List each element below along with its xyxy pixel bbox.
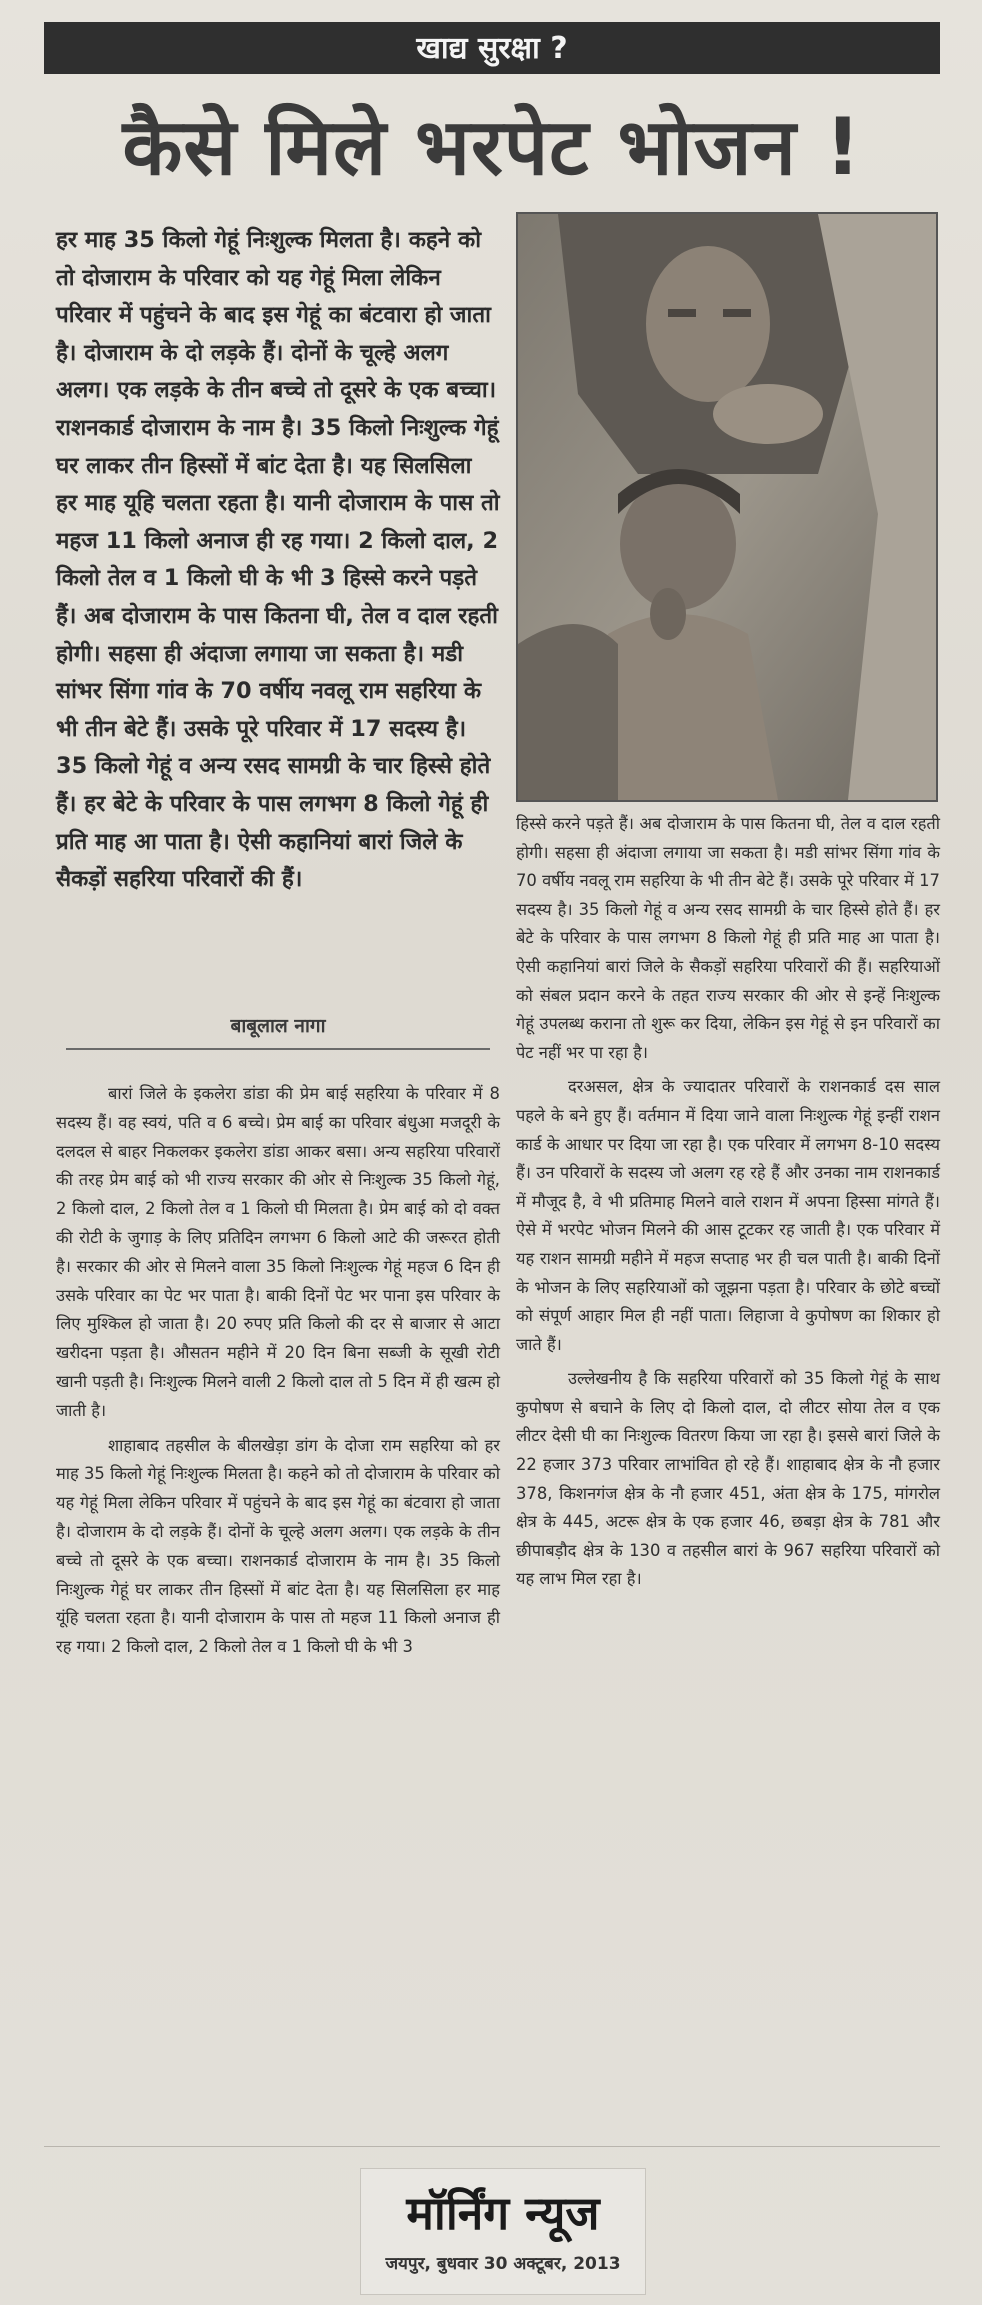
- lead-paragraph: हर माह 35 किलो गेहूं निःशुल्क मिलता है। कहने को तो दोजाराम के परिवार को यह गेहूं मिला लेकिन परिवार में पहुंचने के बाद इस गेहूं का बंटवारा हो जाता है। दोजाराम के दो लड़के हैं। दोनों के चूल्हे अलग अलग। एक लड़के के तीन बच्चे तो दूसरे के एक बच्चा। राशनकार्ड दोजाराम के नाम है। 35 किलो निःशुल्क गेहूं घर लाकर तीन हिस्सों में बांट देता है। यह सिलसिला हर माह यूहि चलता रहता है। यानी दोजाराम के पास तो महज 11 किलो अनाज ही रह गया। 2 किलो दाल, 2 किलो तेल व 1 किलो घी के भी 3 हिस्से करने पड़ते हैं। अब दोजाराम के पास कितना घी, तेल व दाल रहती होगी। सहसा ही अंदाजा लगाया जा सकता है। मडी सांभर सिंगा गांव के 70 वर्षीय नवलू राम सहरिया के भी तीन बेटे हैं। उसके पूरे परिवार में 17 सदस्य है। 35 किलो गेहूं व अन्य रसद सामग्री के चार हिस्से होते हैं। हर बेटे के परिवार के पास लगभग 8 किलो गेहूं ही प्रति माह आ पाता है। ऐसी कहानियां बारां जिले के सैकड़ों सहरिया परिवारों की हैं।: [56, 227, 500, 893]
- masthead-box: [360, 2168, 646, 2295]
- newspaper-masthead: मॉर्निंग न्यूज: [406, 2186, 600, 2240]
- headline: कैसे मिले भरपेट भोजन !: [122, 103, 862, 193]
- paragraph: हिस्से करने पड़ते हैं। अब दोजाराम के पास कितना घी, तेल व दाल रहती होगी। सहसा ही अंदाजा लगाया जा सकता है। मडी सांभर सिंगा गांव के 70 वर्षीय नवलू राम सहरिया के भी तीन बेटे हैं। उसके पूरे परिवार में 17 सदस्य है। 35 किलो गेहूं व अन्य रसद सामग्री के चार हिस्से होते हैं। हर बेटे के परिवार के पास लगभग 8 किलो गेहूं ही प्रति माह आ पाता है। ऐसी कहानियां बारां जिले के सैकड़ों सहरिया परिवारों की हैं। सहरियाओं को संबल प्रदान करने के तहत राज्य सरकार की ओर से इन्हें निःशुल्क गेहूं उपलब्ध कराना तो शुरू कर दिया, लेकिन इस गेहूं से इन परिवारों का पेट नहीं भर पा रहा है।: [516, 814, 940, 1062]
- kicker: खाद्य सुरक्षा ?: [416, 31, 568, 66]
- photo-woman-and-child: [518, 214, 936, 800]
- body-column-left: [56, 1080, 500, 1662]
- paragraph: शाहाबाद तहसील के बीलखेड़ा डांग के दोजा राम सहरिया को हर माह 35 किलो गेहूं निःशुल्क मिलता है। कहने को तो दोजाराम के परिवार को यह गेहूं मिला लेकिन परिवार में पहुंचने के बाद इस गेहूं का बंटवारा हो जाता है। दोजाराम के दो लड़के हैं। दोनों के चूल्हे अलग अलग। एक लड़के के तीन बच्चे तो दूसरे के एक बच्चा। राशनकार्ड दोजाराम के नाम है। 35 किलो निःशुल्क गेहूं घर लाकर तीन हिस्सों में बांट देता है। यह सिलसिला हर माह यूंहि चलता रहता है। यानी दोजाराम के पास तो महज 11 किलो अनाज ही रह गया। 2 किलो दाल, 2 किलो तेल व 1 किलो घी के भी 3: [56, 1435, 500, 1657]
- kicker-bar: [44, 22, 940, 74]
- paragraph: उल्लेखनीय है कि सहरिया परिवारों को 35 किलो गेहूं के साथ कुपोषण से बचाने के लिए दो किलो दाल, दो लीटर सोया तेल व एक लीटर देसी घी का निःशुल्क वितरण किया जा रहा है। इससे बारां जिले के 22 हजार 373 परिवार लाभांवित हो रहे हैं। शाहाबाद क्षेत्र के नौ हजार 378, किशनगंज क्षेत्र के नौ हजार 451, अंता क्षेत्र के 175, मांगरोल क्षेत्र के 445, अटरू क्षेत्र के एक हजार 46, छबड़ा क्षेत्र के 781 और छीपाबड़ौद क्षेत्र के 130 व तहसील बारां के 967 सहरिया परिवारों को यह लाभ मिल रहा है।: [516, 1369, 940, 1589]
- article-photo: [516, 212, 938, 802]
- paragraph: दरअसल, क्षेत्र के ज्यादातर परिवारों के राशनकार्ड दस साल पहले के बने हुए हैं। वर्तमान में दिया जाने वाला निःशुल्क गेहूं इन्हीं राशन कार्ड के आधार पर दिया जा रहा है। एक परिवार में लगभग 8-10 सदस्य हैं। उन परिवारों के सदस्य जो अलग रह रहे हैं और उनका नाम राशनकार्ड में मौजूद है, वे भी प्रतिमाह मिलने वाले राशन में अपना हिस्सा मांगते हैं। ऐसे में भरपेट भोजन मिलने की आस टूटकर रह जाती है। एक परिवार में यह राशन सामग्री महीने में महज सप्ताह भर ही चल पाती है। बाकी दिनों के भोजन के लिए सहरियाओं को जूझना पड़ता है। परिवार के छोटे बच्चों को संपूर्ण आहार मिल ही नहीं पाता। लिहाजा वे कुपोषण का शिकार हो जाते हैं।: [516, 1077, 940, 1354]
- body-column-right: [516, 810, 940, 1594]
- dateline: जयपुर, बुधवार 30 अक्टूबर, 2013: [385, 2254, 621, 2274]
- paragraph: बारां जिले के इकलेरा डांडा की प्रेम बाई सहरिया के परिवार में 8 सदस्य हैं। वह स्वयं, पति व 6 बच्चे। प्रेम बाई का परिवार बंधुआ मजदूरी के दलदल से बाहर निकलकर इकलेरा डांडा आकर बसा। अन्य सहरिया परिवारों की तरह प्रेम बाई को भी राज्य सरकार की ओर से निःशुल्क 35 किलो गेहूं, 2 किलो दाल, 2 किलो तेल व 1 किलो घी मिलता है। प्रेम बाई को दो वक्त की रोटी के जुगाड़ के लिए प्रतिदिन लगभग 6 किलो आटे की जरूरत होती है। सरकार की ओर से मिलने वाला 35 किलो निःशुल्क गेहूं महज 6 दिन ही उसके परिवार का पेट भर पाता है। बाकी दिनों पेट भर पाना इस परिवार के लिए मुश्किल हो जाता है। 20 रुपए प्रति किलो की दर से बाजार से आटा खरीदना पड़ता है। औसतन महीने में 20 दिन बिना सब्जी के सूखी रोटी खानी पड़ती है। निःशुल्क मिलने वाली 2 किलो दाल तो 5 दिन में ही खत्म हो जाती है।: [56, 1084, 500, 1420]
- byline-divider: [66, 1048, 490, 1050]
- footer-divider: [44, 2146, 940, 2147]
- byline: बाबूलाल नागा: [230, 1015, 326, 1037]
